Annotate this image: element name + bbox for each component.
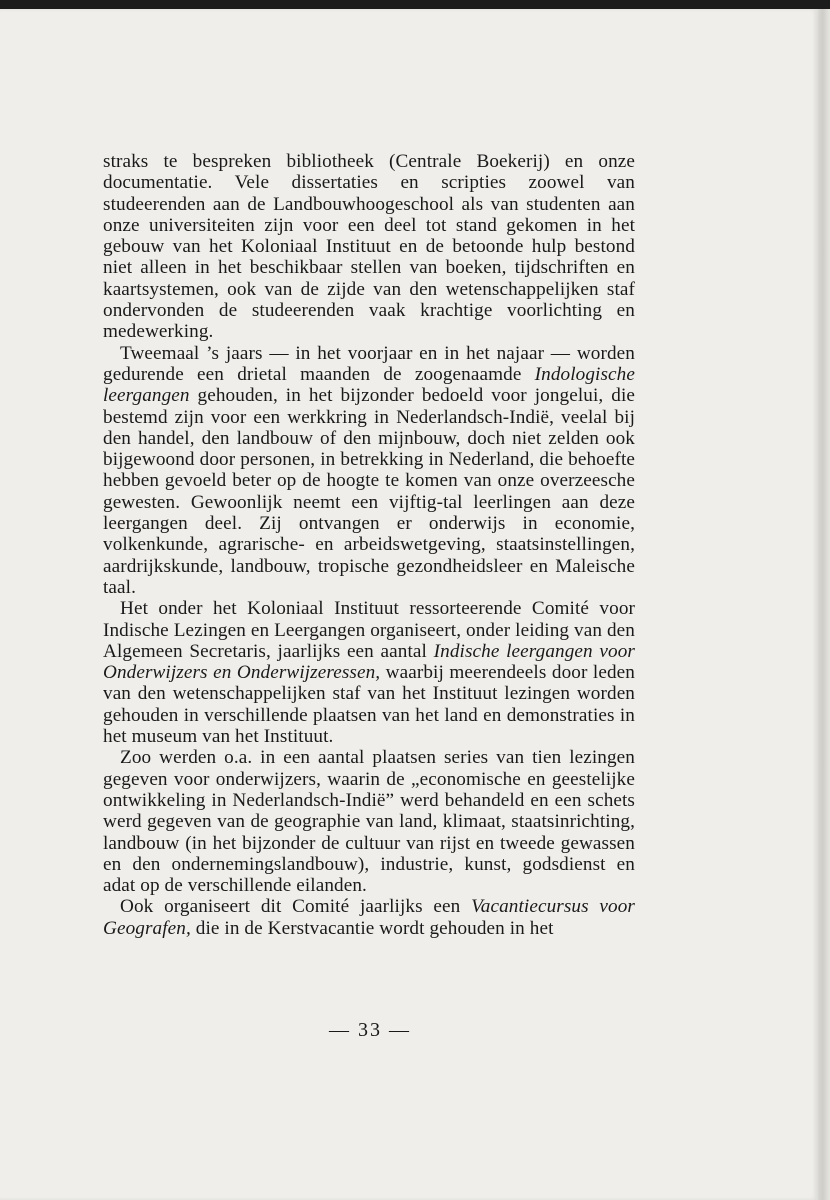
paragraph-3-text-b: waarbij meerendeels door leden van den wetenschappelijken staf van het Instituut lezingen worden gehouden in verschillende plaatsen van het land en demonstraties in het museum van het Instituut.: [103, 662, 635, 748]
paragraph-4: [103, 747, 635, 896]
book-page: [0, 9, 818, 1200]
body-text: [103, 151, 635, 939]
paragraph-3: [103, 598, 635, 747]
page-number: — 33 —: [329, 1019, 411, 1041]
italic-indologische-leergangen: Indologische leergangen: [103, 363, 635, 407]
page-edge: [818, 9, 830, 1200]
paragraph-5: [103, 896, 635, 939]
paragraph-4-text: Zoo werden o.a. in een aantal plaatsen series van tien lezingen gegeven voor onderwijzers, waarin de „economische en geestelijke ontwikkeling in Nederlandsch-Indië” werd behandeld en een schets werd gegeven van de geographie van land, klimaat, staatsinrichting, landbouw (in het bijzonder de cultuur van rijst en tweede gewassen en den ondernemingslandbouw), industrie, kunst, godsdienst en adat op de verschillende eilanden.: [103, 747, 635, 897]
paragraph-1-text: straks te bespreken bibliotheek (Centrale Boekerij) en onze documentatie. Vele dissertaties en scripties zoowel van studeerenden aan de Landbouwhoogeschool als van studenten aan onze universiteiten zijn voor een deel tot stand gekomen in het gebouw van het Koloniaal Instituut en de betoonde hulp bestond niet alleen in het beschikbaar stellen van boeken, tijdschriften en kaartsystemen, ook van de zijde van den wetenschappelijken staf ondervonden de studeerenden vaak krachtige voorlichting en medewerking.: [103, 151, 635, 343]
paragraph-5-text-b: die in de Kerstvacantie wordt gehouden in het: [190, 917, 554, 939]
italic-vacantiecursus: Vacantiecursus voor Geografen,: [103, 896, 636, 939]
paragraph-2-text-a: Tweemaal ’s jaars — in het voorjaar en in het najaar — worden gedurende een drietal maanden de zoogenaamde: [103, 342, 635, 385]
italic-indische-leergangen: Indische leergangen voor Onderwijzers en Onderwijzeressen,: [103, 640, 635, 684]
paragraph-2: [103, 343, 635, 599]
paragraph-5-text-a: Ook organiseert dit Comité jaarlijks een: [120, 896, 472, 918]
paragraph-2-text-b: gehouden, in het bijzonder bedoeld voor jongelui, die bestemd zijn voor een werkkring in Nederlandsch-Indië, veelal bij den handel, den landbouw of den mijnbouw, doch niet zelden ook bijgewoond door personen, in betrekking in Nederland, die behoefte hebben gevoeld beter op de hoogte te komen van onze overzeesche gewesten. Gewoonlijk neemt een vijftig-tal leerlingen aan deze leergangen deel. Zij ontvangen er onderwijs in economie, volkenkunde, agrarische- en arbeidswetgeving, staatsinstellingen, aardrijkskunde, landbouw, tropische gezondheidsleer en Maleische taal.: [103, 385, 635, 598]
paragraph-1: [103, 151, 635, 343]
paragraph-3-text-a: Het onder het Koloniaal Instituut ressorteerende Comité voor Indische Lezingen en Leergangen organiseert, onder leiding van den Algemeen Secretaris, jaarlijks een aantal: [103, 598, 635, 662]
